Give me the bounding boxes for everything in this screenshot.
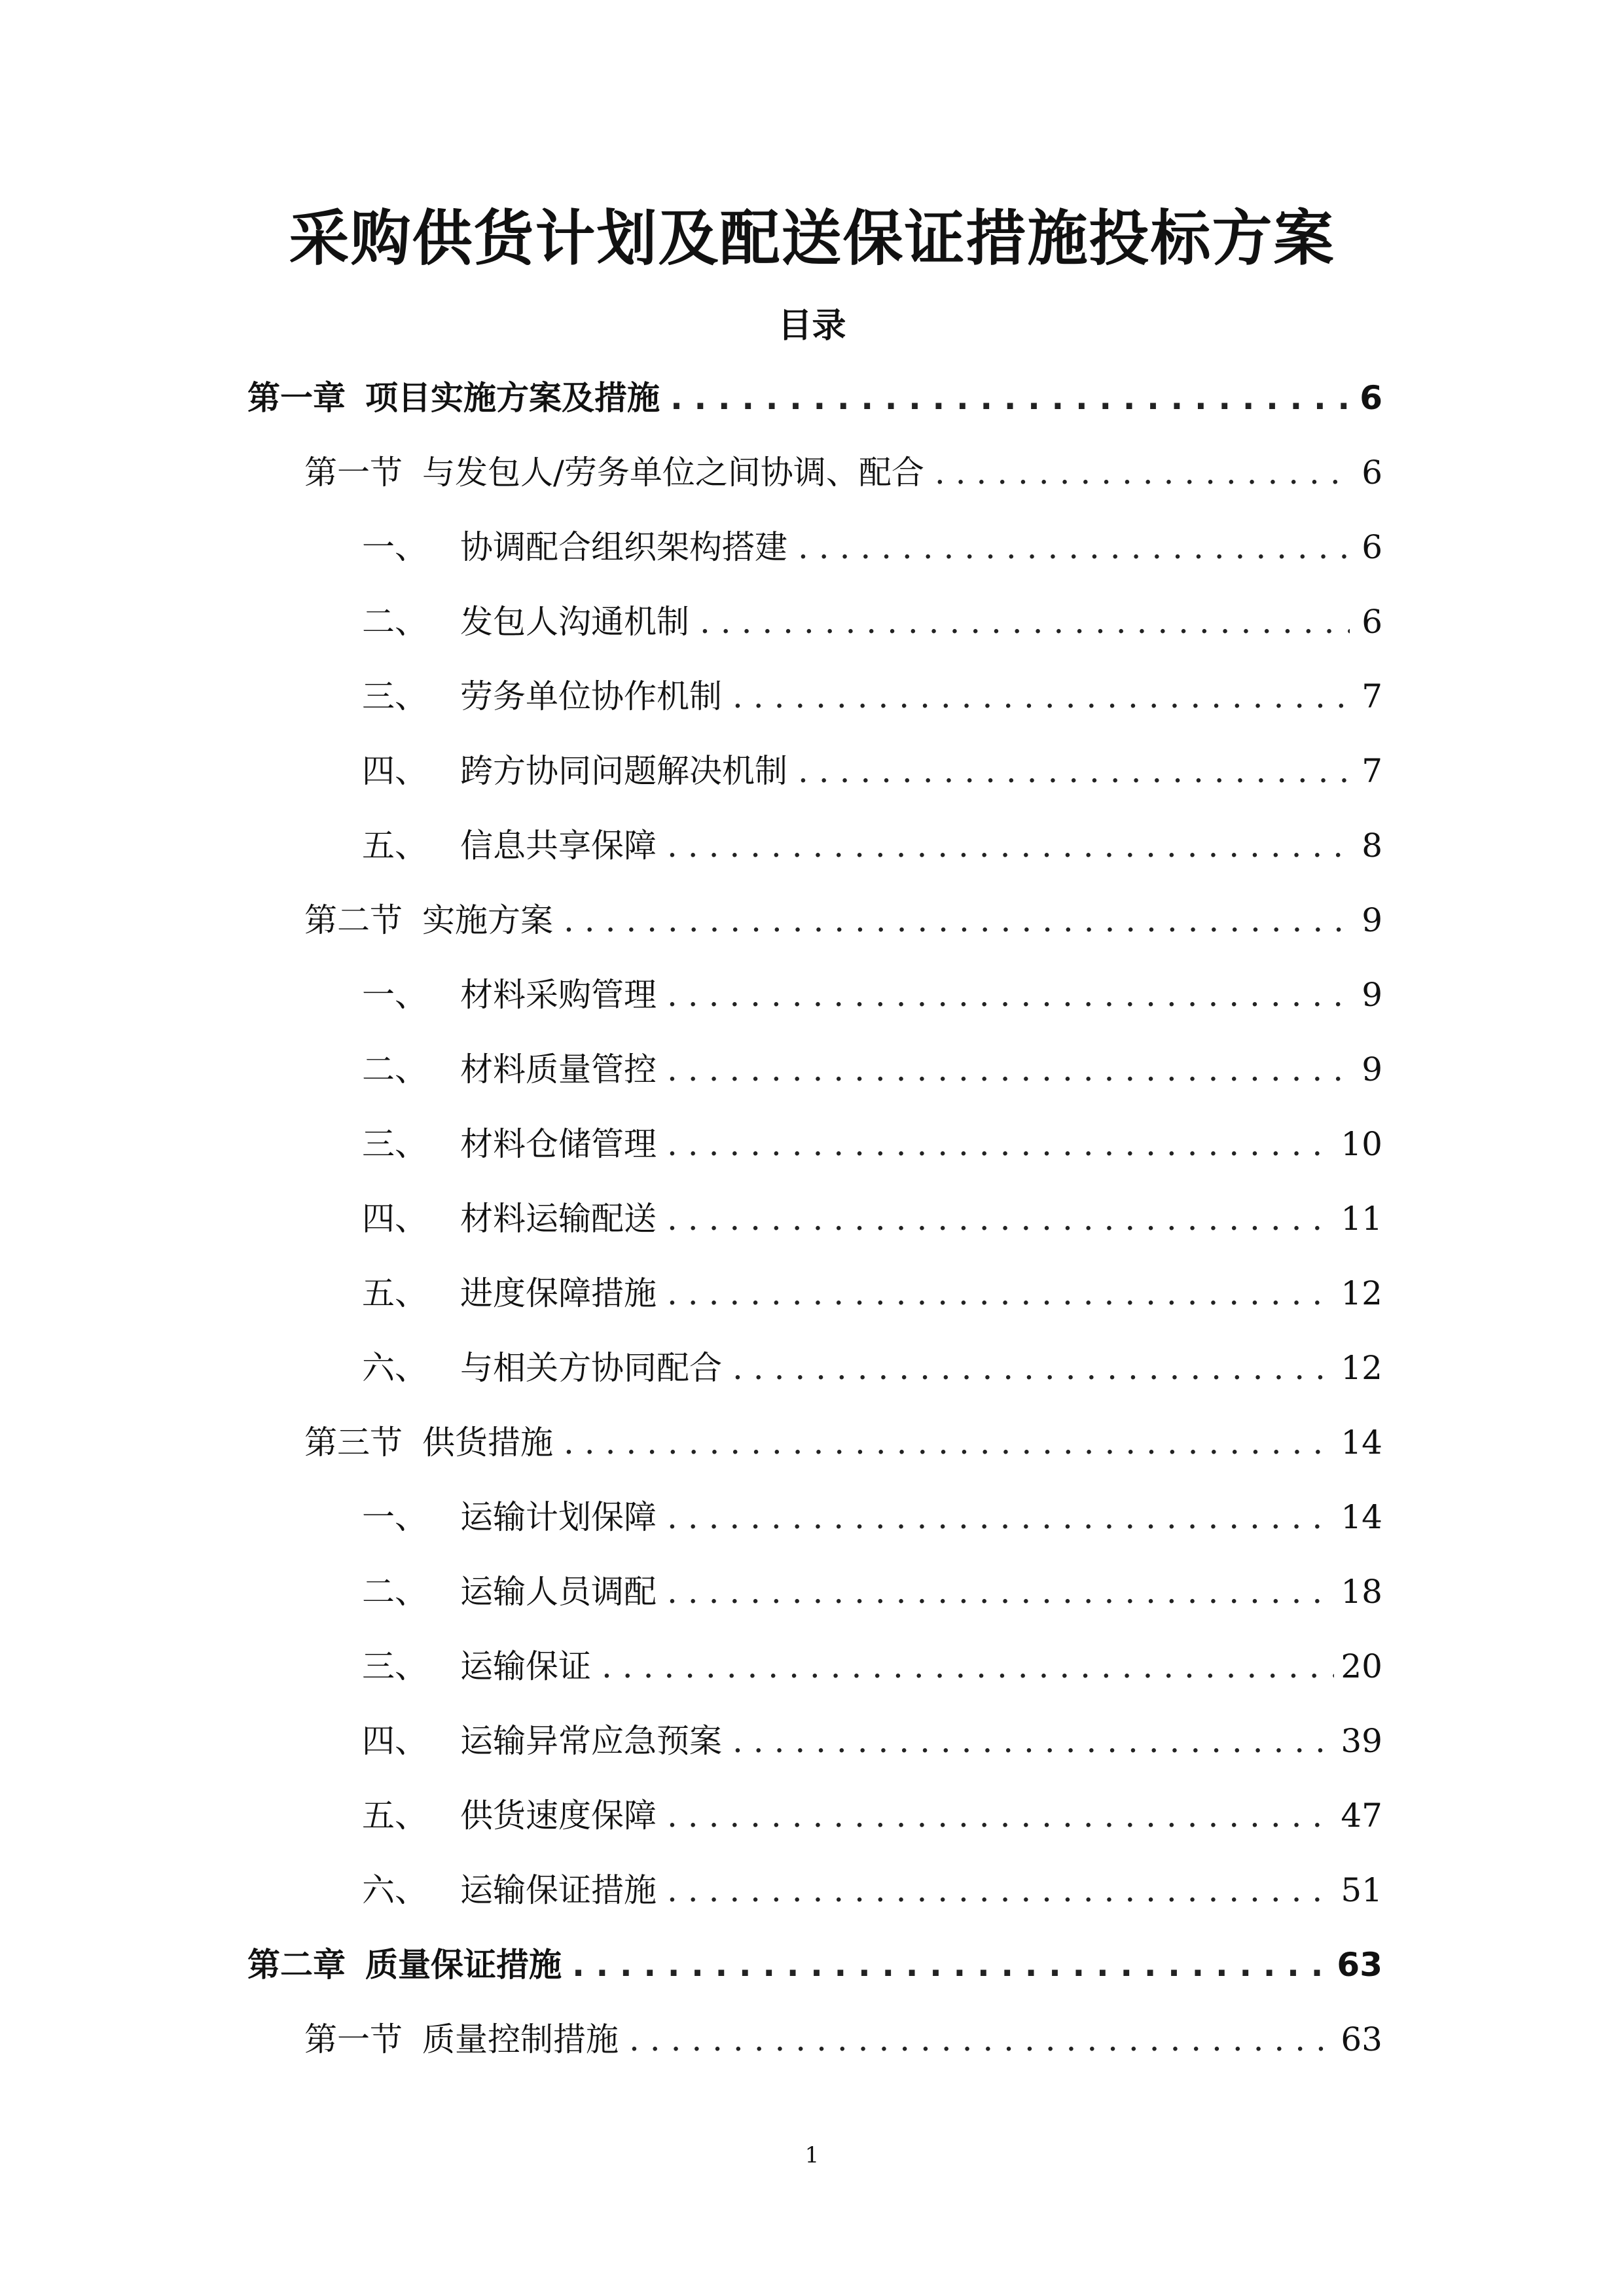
toc-entry-number: 四、: [362, 1722, 427, 1760]
toc-dot-leader: [564, 894, 1350, 946]
toc-entry-page: 12: [1341, 1349, 1382, 1387]
toc-entry[interactable]: [362, 1491, 1382, 1543]
toc-entry-title: 劳务单位协作机制: [460, 677, 722, 715]
toc-entry[interactable]: [247, 1939, 1382, 1991]
toc-dot-leader: [667, 1193, 1334, 1245]
toc-entry-title: 材料采购管理: [460, 976, 657, 1014]
toc-dot-leader: [602, 1640, 1334, 1693]
toc-entry[interactable]: [362, 1193, 1382, 1245]
toc-entry-number: 五、: [362, 1274, 427, 1312]
toc-entry-number: 五、: [362, 827, 427, 865]
toc-entry-page: 8: [1362, 827, 1382, 865]
document-title: 采购供货计划及配送保证措施投标方案: [289, 204, 1335, 274]
toc-dot-leader: [667, 969, 1350, 1021]
toc-entry[interactable]: [247, 372, 1382, 424]
toc-entry-page: 9: [1362, 901, 1382, 939]
toc-entry[interactable]: [304, 2013, 1382, 2066]
toc-dot-leader: [564, 1416, 1334, 1469]
toc-entry-title: 运输保证: [460, 1647, 591, 1685]
toc-entry[interactable]: [362, 1640, 1382, 1693]
toc-entry-title: 供货速度保障: [460, 1797, 657, 1835]
toc-entry-title: 信息共享保障: [460, 827, 657, 865]
toc-dot-leader: [667, 1118, 1334, 1170]
toc-dot-leader: [667, 1789, 1334, 1842]
toc-entry[interactable]: [304, 446, 1382, 499]
toc-dot-leader: [798, 521, 1350, 573]
toc-entry-page: 6: [1362, 454, 1382, 492]
toc-entry-title: 运输异常应急预案: [460, 1722, 722, 1760]
toc-dot-leader: [572, 1939, 1330, 1991]
toc-entry-number: 二、: [362, 1050, 427, 1088]
toc-entry-title: 项目实施方案及措施: [365, 379, 660, 417]
toc-entry-number: 第一章: [247, 379, 346, 417]
toc-entry-number: 三、: [362, 1125, 427, 1163]
toc-entry[interactable]: [362, 1043, 1382, 1096]
toc-entry-title: 实施方案: [422, 901, 553, 939]
toc-entry-title: 材料仓储管理: [460, 1125, 657, 1163]
toc-entry[interactable]: [362, 1715, 1382, 1767]
toc-entry[interactable]: [362, 969, 1382, 1021]
toc-entry-title: 质量控制措施: [422, 2020, 619, 2058]
toc-dot-leader: [732, 1342, 1334, 1394]
toc-entry-title: 运输人员调配: [460, 1573, 657, 1611]
toc-entry-title: 材料质量管控: [460, 1050, 657, 1088]
toc-dot-leader: [700, 596, 1350, 648]
toc-entry[interactable]: [362, 1864, 1382, 1916]
toc-entry-number: 四、: [362, 1200, 427, 1238]
toc-entry-page: 47: [1341, 1797, 1382, 1835]
toc-entry-number: 第二节: [304, 901, 403, 939]
toc-dot-leader: [667, 1864, 1334, 1916]
toc-entry-number: 三、: [362, 1647, 427, 1685]
toc-entry-page: 18: [1341, 1573, 1382, 1611]
toc-entry-title: 协调配合组织架构搭建: [460, 528, 787, 566]
toc-dot-leader: [732, 1715, 1334, 1767]
toc-entry-title: 与相关方协同配合: [460, 1349, 722, 1387]
toc-entry-page: 6: [1360, 379, 1382, 417]
toc-entry-page: 14: [1341, 1498, 1382, 1536]
toc-entry-title: 跨方协同问题解决机制: [460, 752, 787, 790]
toc-entry[interactable]: [362, 745, 1382, 797]
toc-entry-page: 51: [1341, 1871, 1382, 1909]
toc-entry[interactable]: [362, 1118, 1382, 1170]
toc-entry[interactable]: [362, 1566, 1382, 1618]
toc-entry-number: 一、: [362, 976, 427, 1014]
toc-dot-leader: [667, 1566, 1334, 1618]
toc-entry-title: 运输保证措施: [460, 1871, 657, 1909]
toc-entry[interactable]: [362, 521, 1382, 573]
toc-dot-leader: [670, 372, 1350, 424]
toc-entry[interactable]: [362, 1267, 1382, 1319]
toc-entry[interactable]: [362, 1789, 1382, 1842]
toc-entry-title: 质量保证措施: [365, 1946, 562, 1984]
toc-entry[interactable]: [362, 819, 1382, 872]
toc-entry-page: 7: [1362, 677, 1382, 715]
toc-entry-page: 9: [1362, 976, 1382, 1014]
toc-entry-page: 9: [1362, 1050, 1382, 1088]
toc-entry-page: 39: [1341, 1722, 1382, 1760]
toc-entry-title: 运输计划保障: [460, 1498, 657, 1536]
toc-entry-number: 第二章: [247, 1946, 346, 1984]
toc-entry-number: 一、: [362, 528, 427, 566]
toc-dot-leader: [667, 1491, 1334, 1543]
toc-entry-title: 发包人沟通机制: [460, 603, 689, 641]
toc-entry-page: 63: [1341, 2020, 1382, 2058]
toc-entry-page: 20: [1341, 1647, 1382, 1685]
toc-dot-leader: [667, 819, 1350, 872]
toc-entry[interactable]: [362, 596, 1382, 648]
toc-entry-title: 材料运输配送: [460, 1200, 657, 1238]
toc-entry-page: 12: [1341, 1274, 1382, 1312]
toc-dot-leader: [935, 446, 1350, 499]
toc-entry-number: 六、: [362, 1349, 427, 1387]
toc-entry-number: 二、: [362, 603, 427, 641]
toc-entry[interactable]: [362, 1342, 1382, 1394]
toc-dot-leader: [732, 670, 1350, 723]
toc-dot-leader: [629, 2013, 1334, 2066]
toc-heading: 目录: [778, 306, 846, 346]
toc-entry-page: 14: [1341, 1424, 1382, 1462]
toc-entry-page: 63: [1337, 1946, 1382, 1984]
toc-entry-page: 6: [1362, 528, 1382, 566]
toc-entry-number: 一、: [362, 1498, 427, 1536]
toc-dot-leader: [798, 745, 1350, 797]
toc-entry-number: 六、: [362, 1871, 427, 1909]
toc-entry-number: 四、: [362, 752, 427, 790]
toc-entry-number: 第三节: [304, 1424, 403, 1462]
toc-entry-number: 二、: [362, 1573, 427, 1611]
toc-entry-page: 6: [1362, 603, 1382, 641]
toc-entry-title: 与发包人/劳务单位之间协调、配合: [422, 454, 924, 492]
toc-entry-title: 进度保障措施: [460, 1274, 657, 1312]
toc-entry-number: 五、: [362, 1797, 427, 1835]
toc-entry-title: 供货措施: [422, 1424, 553, 1462]
toc-entry[interactable]: [304, 894, 1382, 946]
toc-entry-number: 三、: [362, 677, 427, 715]
toc-entry-page: 10: [1341, 1125, 1382, 1163]
toc-entry-number: 第一节: [304, 454, 403, 492]
toc-entry[interactable]: [362, 670, 1382, 723]
page-number: 1: [804, 2142, 820, 2168]
toc-dot-leader: [667, 1043, 1350, 1096]
toc-entry-number: 第一节: [304, 2020, 403, 2058]
toc-entry-page: 7: [1362, 752, 1382, 790]
toc-dot-leader: [667, 1267, 1334, 1319]
toc-entry-page: 11: [1341, 1200, 1382, 1238]
toc-entry[interactable]: [304, 1416, 1382, 1469]
